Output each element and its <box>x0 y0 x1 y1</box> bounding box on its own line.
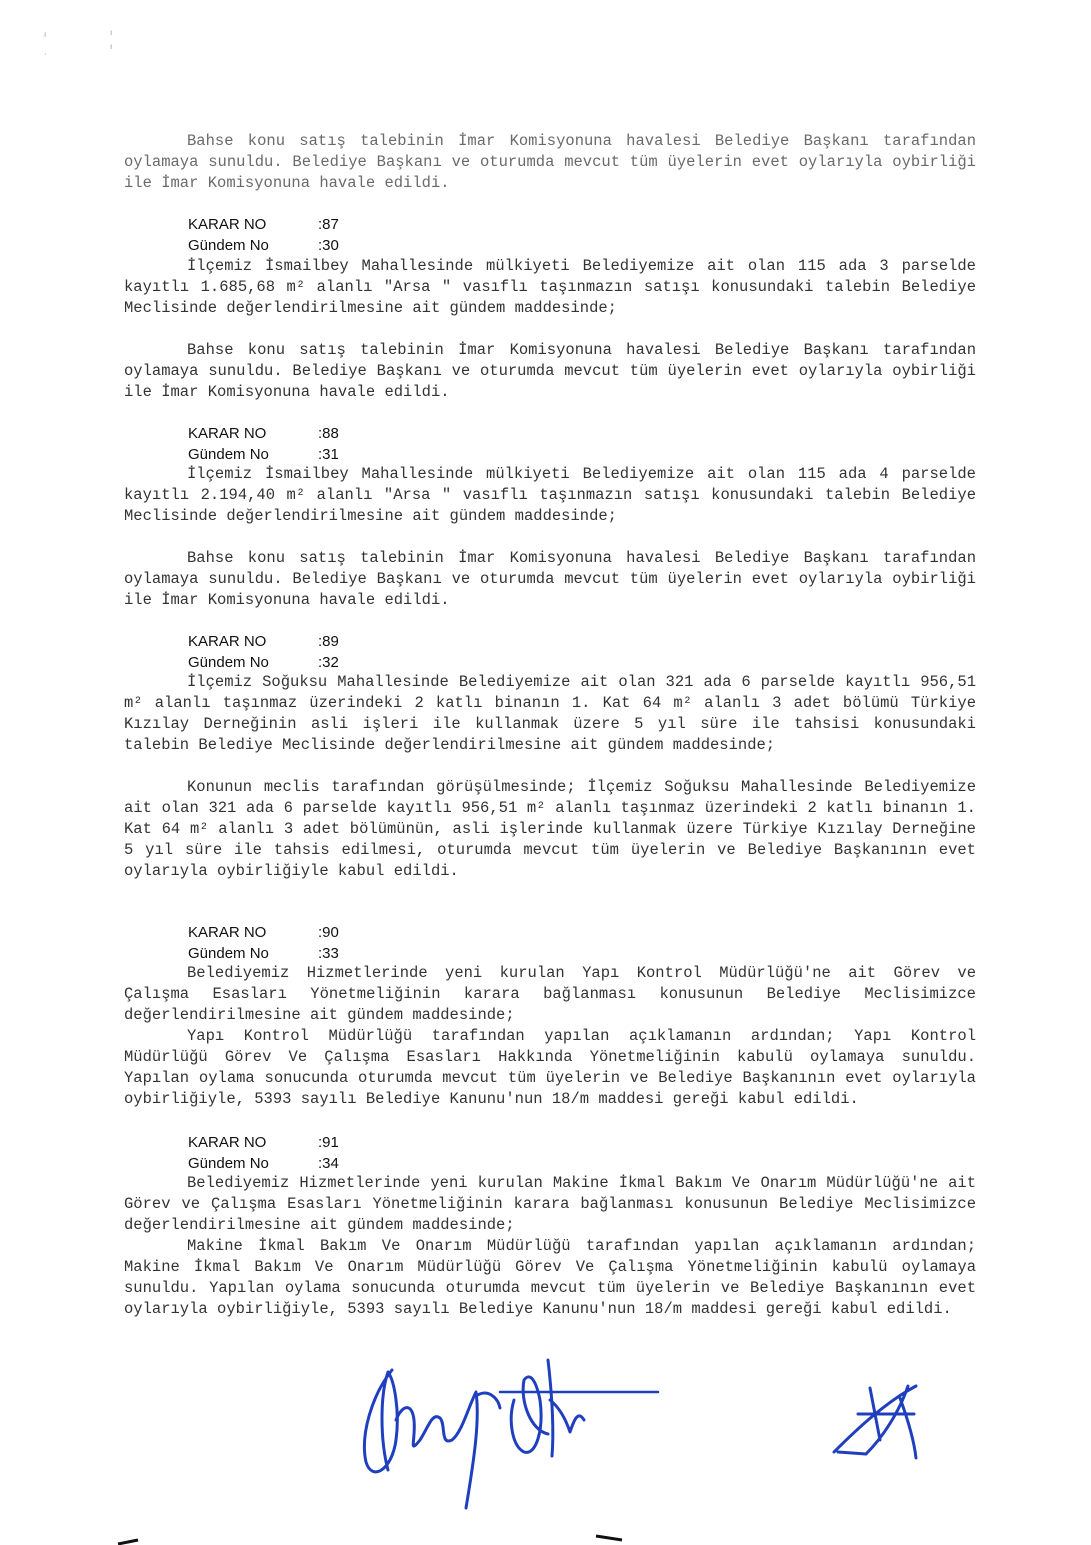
karar-no-label: KARAR NO <box>188 216 267 233</box>
scan-mark: · <box>44 50 47 59</box>
decision-88-agenda-text: İlçemiz İsmailbey Mahallesinde mülkiyeti Belediyemize ait olan 115 ada 4 parselde kayıtlı 2.194,40 m² alanlı "Arsa " vasıflı taşınmazın satışı konusundaki talebin Belediye Meclisinde değerlendirilmesine ait gündem maddesinde; <box>124 465 976 525</box>
karar-no-value: :90 <box>318 924 339 941</box>
karar-no-label: KARAR NO <box>188 924 267 941</box>
decision-89-agenda-text: İlçemiz Soğuksu Mahallesinde Belediyemize ait olan 321 ada 6 parselde kayıtlı 956,51 m² alanlı taşınmaz üzerindeki 2 katlı binanın 1. Kat 64 m² alanlı 3 adet bölümü Türkiye Kızılay Derneğinin asli işleri ile kullanmak üzere 5 yıl süre ile tahsisi konusundaki talebin Belediye Meclisinde değerlendirilmesine ait gündem maddesinde; <box>124 673 976 754</box>
decision-88-result-text: Bahse konu satış talebinin İmar Komisyonuna havalesi Belediye Başkanı tarafından oylamaya sunuldu. Belediye Başkanı ve oturumda mevcut tüm üyelerin evet oylarıyla oybirliği ile İmar Komisyonuna havale edildi. <box>124 549 976 609</box>
gundem-no-label: Gündem No <box>188 446 269 463</box>
decision-91-result-text: Makine İkmal Bakım Ve Onarım Müdürlüğü tarafından yapılan açıklamanın ardından; Makine İkmal Bakım Ve Onarım Müdürlüğü Görev Ve Çalışma Yönetmeliğinin kabulü oylamaya sunuldu. Yapılan oylama sonucunda oturumda mevcut tüm üyelerin ve Belediye Başkanının evet oylarıyla oybirliğiyle, 5393 sayılı Belediye Kanunu'nun 18/m maddesi gereği kabul edildi. <box>124 1237 976 1318</box>
gundem-no-label: Gündem No <box>188 237 269 254</box>
gundem-no-label: Gündem No <box>188 945 269 962</box>
gundem-no-value: :32 <box>318 654 339 671</box>
decision-90-result-text: Yapı Kontrol Müdürlüğü tarafından yapılan açıklamanın ardından; Yapı Kontrol Müdürlüğü Görev Ve Çalışma Esasları Hakkında Yönetmeliğinin kabulü oylamaya sunuldu. Yapılan oylama sonucunda oturumda mevcut tüm üyelerin ve Belediye Başkanının evet oylarıyla oybirliğiyle, 5393 sayılı Belediye Kanunu'nun 18/m maddesi gereği kabul edildi. <box>124 1027 976 1108</box>
gundem-no-value: :31 <box>318 446 339 463</box>
karar-no-value: :89 <box>318 633 339 650</box>
scan-mark: ı <box>110 42 113 51</box>
gundem-no-value: :30 <box>318 237 339 254</box>
decision-89-result-text: Konunun meclis tarafından görüşülmesinde; İlçemiz Soğuksu Mahallesinde Belediyemize ait olan 321 ada 6 parselde kayıtlı 956,51 m² alanlı taşınmaz üzerindeki 2 katlı binanın 1. Kat 64 m² alanlı 3 adet bölümünün, asli işlerinde kullanmak üzere Türkiye Kızılay Derneğine 5 yıl süre ile tahsis edilmesi, oturumda mevcut tüm üyelerin ve Belediye Başkanının evet oylarıyla oybirliğiyle kabul edildi. <box>124 778 976 880</box>
scan-artifact <box>118 1540 138 1544</box>
karar-no-label: KARAR NO <box>188 633 267 650</box>
signature-left <box>364 1370 500 1508</box>
gundem-no-value: :33 <box>318 945 339 962</box>
gundem-no-label: Gündem No <box>188 654 269 671</box>
decision-91-agenda-text: Belediyemiz Hizmetlerinde yeni kurulan Makine İkmal Bakım Ve Onarım Müdürlüğü'ne ait Görev ve Çalışma Esasları Yönetmeliğinin karara bağlanması konusunun Belediye Meclisimizce değerlendirilmesine ait gündem maddesinde; <box>124 1174 976 1234</box>
intro-text: Bahse konu satış talebinin İmar Komisyonuna havalesi Belediye Başkanı tarafından oylamaya sunuldu. Belediye Başkanı ve oturumda mevcut tüm üyelerin evet oylarıyla oybirliği ile İmar Komisyonuna havale edildi. <box>124 132 976 192</box>
decision-87-agenda-text: İlçemiz İsmailbey Mahallesinde mülkiyeti Belediyemize ait olan 115 ada 3 parselde kayıtlı 1.685,68 m² alanlı "Arsa " vasıflı taşınmazın satışı konusundaki talebin Belediye Meclisinde değerlendirilmesine ait gündem maddesinde; <box>124 257 976 317</box>
karar-no-label: KARAR NO <box>188 425 267 442</box>
signature-middle <box>500 1360 658 1456</box>
signature-right <box>834 1386 916 1458</box>
karar-no-value: :88 <box>318 425 339 442</box>
karar-no-label: KARAR NO <box>188 1134 267 1151</box>
scan-mark: ı <box>110 28 113 37</box>
gundem-no-label: Gündem No <box>188 1155 269 1172</box>
scan-mark: ı <box>44 30 47 39</box>
decision-90-agenda-text: Belediyemiz Hizmetlerinde yeni kurulan Yapı Kontrol Müdürlüğü'ne ait Görev ve Çalışma Esasları Yönetmeliğinin karara bağlanması konusunun Belediye Meclisimizce değerlendirilmesine ait gündem maddesinde; <box>124 964 976 1024</box>
karar-no-value: :91 <box>318 1134 339 1151</box>
karar-no-value: :87 <box>318 216 339 233</box>
decision-87-result-text: Bahse konu satış talebinin İmar Komisyonuna havalesi Belediye Başkanı tarafından oylamaya sunuldu. Belediye Başkanı ve oturumda mevcut tüm üyelerin evet oylarıyla oybirliği ile İmar Komisyonuna havale edildi. <box>124 341 976 401</box>
gundem-no-value: :34 <box>318 1155 339 1172</box>
scan-artifact <box>596 1536 622 1540</box>
